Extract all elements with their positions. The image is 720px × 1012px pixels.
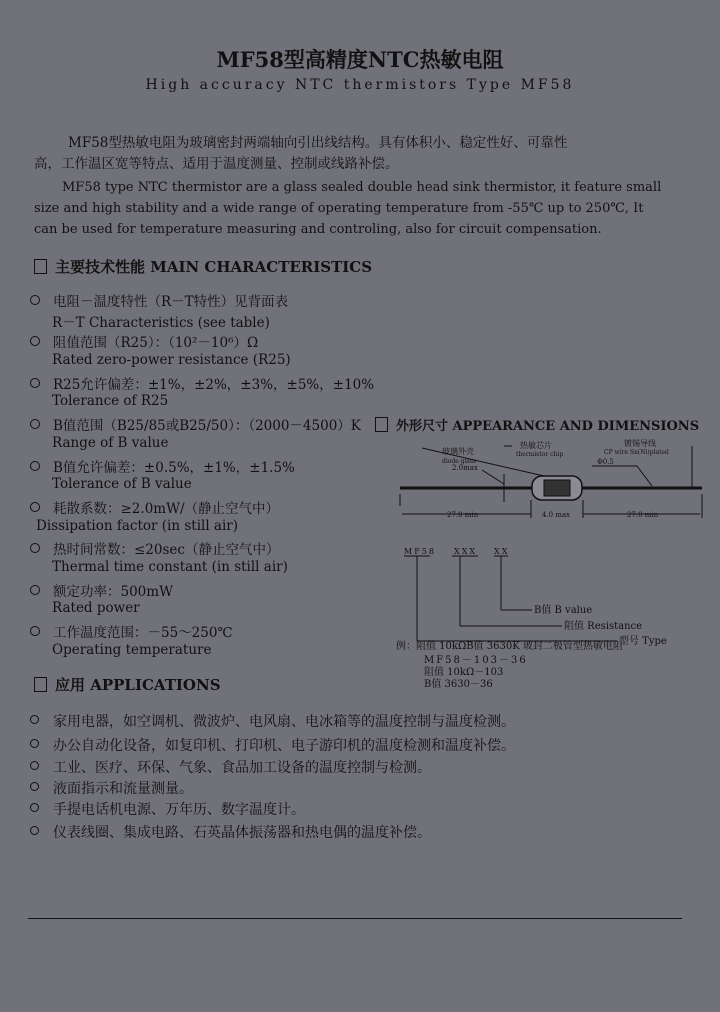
bullet-icon xyxy=(30,585,40,595)
application-text: 办公自动化设备，如复印机、打印机、电子游印机的温度检测和温度补偿。 xyxy=(53,738,515,754)
characteristic-en: Tolerance of R25 xyxy=(52,393,169,410)
intro-en-line-3: can be used for temperature measuring and controling, also for circuit compensation. xyxy=(34,222,602,237)
glass-label-cn: 玻璃外壳 xyxy=(442,447,474,456)
characteristic-en: Rated zero-power resistance (R25) xyxy=(52,351,291,368)
heading-text: 外形尺寸 APPEARANCE AND DIMENSIONS xyxy=(396,419,700,434)
bullet-icon xyxy=(30,295,40,305)
example-line-3: 阻值 10kΩ－103 xyxy=(424,667,504,678)
characteristic-en: Range of B value xyxy=(52,434,169,451)
application-item xyxy=(30,711,515,731)
main-characteristics-heading xyxy=(34,256,372,277)
body-diameter-label: 2.0max xyxy=(452,464,478,472)
characteristic-cn: R25允许偏差：±1%，±2%，±3%，±5%，±10% xyxy=(53,376,375,393)
section-box-icon xyxy=(34,259,47,274)
characteristic-item xyxy=(30,621,233,641)
bullet-icon xyxy=(30,826,39,835)
bullet-icon xyxy=(30,715,39,724)
bullet-icon xyxy=(30,626,40,636)
wire-label-cn: 镀锡导线 xyxy=(624,439,656,448)
intro-cn-line-2: 高，工作温区宽等特点、适用于温度测量、控制或线路补偿。 xyxy=(34,156,399,172)
example-line-2: MF58－103－36 xyxy=(424,655,528,666)
code-model: MF58 xyxy=(404,547,436,556)
page-title: MF58型高精度NTC热敏电阻 xyxy=(216,47,504,72)
body-length-label: 4.0 max xyxy=(542,511,571,519)
characteristic-item xyxy=(30,331,258,351)
characteristic-en: R－T Characteristics (see table) xyxy=(52,314,270,331)
wire-diameter-label: Φ0.5 xyxy=(597,458,614,466)
bottom-divider xyxy=(28,918,682,919)
appearance-heading xyxy=(375,415,699,434)
chip-label-cn: 热敏芯片 xyxy=(520,441,552,450)
left-length-label: 27.0 min xyxy=(447,511,479,519)
characteristic-cn: 额定功率：500mW xyxy=(53,583,173,600)
bullet-icon xyxy=(30,803,39,812)
bullet-icon xyxy=(30,502,40,512)
bullet-icon xyxy=(30,419,40,429)
application-item xyxy=(30,822,431,842)
characteristic-item xyxy=(30,414,361,434)
application-item xyxy=(30,735,515,755)
application-text: 手提电话机电源、万年历、数字温度计。 xyxy=(53,802,305,818)
applications-heading xyxy=(34,674,221,695)
characteristic-cn: 电阻－温度特性（R－T特性）见背面表 xyxy=(53,294,289,310)
application-text: 仪表线圈、集成电路、石英晶体振荡器和热电偶的温度补偿。 xyxy=(53,825,431,841)
characteristic-item xyxy=(30,538,279,558)
heading-text: 主要技术性能 MAIN CHARACTERISTICS xyxy=(55,258,373,276)
bullet-icon xyxy=(30,739,39,748)
application-text: 工业、医疗、环保、气象、食品加工设备的温度控制与检测。 xyxy=(53,760,431,776)
resistance-label: 阻值 Resistance xyxy=(564,621,643,632)
characteristic-cn: B值范围（B25/85或B25/50）：（2000－4500）K xyxy=(53,418,361,435)
page-subtitle: High accuracy NTC thermistors Type MF58 xyxy=(145,77,575,93)
application-item xyxy=(30,778,193,798)
bullet-icon xyxy=(30,782,39,791)
characteristic-en: Operating temperature xyxy=(52,641,212,658)
application-item xyxy=(30,799,305,819)
code-resistance: XXX xyxy=(454,547,478,556)
characteristic-cn: B值允许偏差：±0.5%，±1%，±1.5% xyxy=(53,459,295,476)
characteristic-en: Tolerance of B value xyxy=(52,476,192,493)
section-box-icon xyxy=(34,677,47,692)
section-box-icon xyxy=(375,417,388,432)
bullet-icon xyxy=(30,543,40,553)
intro-cn-line-1: MF58型热敏电阻为玻璃密封两端轴向引出线结构。具有体积小、稳定性好、可靠性 xyxy=(68,135,568,151)
example-line-4: B值 3630－36 xyxy=(424,679,493,690)
heading-text: 应用 APPLICATIONS xyxy=(55,676,221,694)
wire-label-en: CP wire Sn(Ni)plated xyxy=(604,449,669,456)
bullet-icon xyxy=(30,761,39,770)
glass-label-en: diode glass xyxy=(442,458,477,465)
characteristic-cn: 阻值范围（R25）：（10²－10⁶）Ω xyxy=(53,335,259,352)
example-line-1: 例：阻值 10kΩB值 3630K 玻封二极管型热敏电阻 xyxy=(396,641,623,652)
characteristic-item xyxy=(30,497,279,517)
application-item xyxy=(30,757,431,777)
characteristic-item xyxy=(30,290,288,310)
intro-en-line-1: MF58 type NTC thermistor are a glass sealed double head sink thermistor, it feature small xyxy=(62,180,662,195)
application-text: 家用电器，如空调机、微波炉、电风扇、电冰箱等的温度控制与温度检测。 xyxy=(53,714,515,730)
characteristic-cn: 工作温度范围：－55～250℃ xyxy=(53,625,233,642)
characteristic-en: Rated power xyxy=(52,600,140,617)
characteristic-item xyxy=(30,456,295,476)
application-text: 液面指示和流量测量。 xyxy=(53,781,193,797)
chip-label-en: thermistor chip xyxy=(516,451,564,458)
code-bvalue: XX xyxy=(494,547,510,556)
characteristic-item xyxy=(30,580,173,600)
characteristic-item xyxy=(30,373,374,393)
thermistor-chip xyxy=(544,480,570,496)
right-length-label: 27.0 min xyxy=(627,511,659,519)
b-value-label: B值 B value xyxy=(534,605,593,616)
bullet-icon xyxy=(30,461,40,471)
characteristic-cn: 耗散系数：≥2.0mW/（静止空气中） xyxy=(53,501,280,517)
intro-en-line-2: size and high stability and a wide range of operating temperature from -55℃ up to 250℃, It xyxy=(34,201,644,216)
bullet-icon xyxy=(30,336,40,346)
characteristic-cn: 热时间常数：≤20sec（静止空气中） xyxy=(53,542,280,559)
bullet-icon xyxy=(30,378,40,388)
characteristic-en: Thermal time constant (in still air) xyxy=(52,558,288,575)
characteristic-en: Dissipation factor (in still air) xyxy=(36,517,239,534)
type-label: 型号 Type xyxy=(619,636,667,647)
